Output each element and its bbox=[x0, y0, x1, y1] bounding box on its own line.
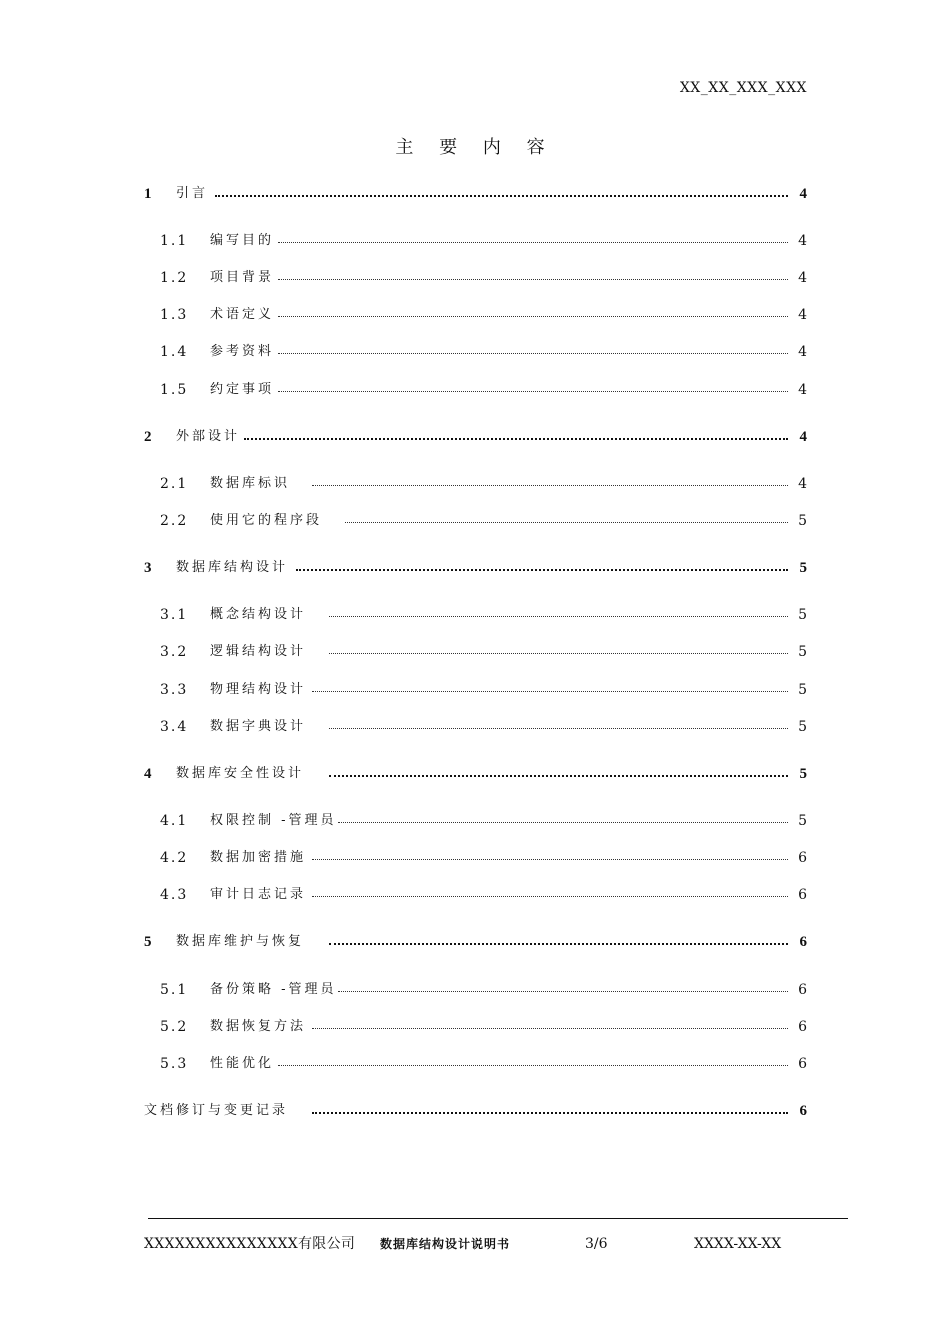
toc-entry-number: 1.3 bbox=[160, 307, 189, 323]
toc-entry-label: 数据字典设计 bbox=[210, 719, 307, 734]
toc-section-entry[interactable] bbox=[0, 341, 950, 363]
toc-entry-page-number: 5 bbox=[799, 560, 807, 576]
toc-entry-page-number: 4 bbox=[798, 270, 807, 286]
toc-entry-page-number: 4 bbox=[798, 476, 807, 492]
toc-entry-page-number: 6 bbox=[798, 887, 807, 903]
toc-entry-number: 3.2 bbox=[160, 644, 189, 660]
footer-company: XXXXXXXXXXXXXXX有限公司 bbox=[144, 1236, 356, 1252]
toc-entry-page-number: 4 bbox=[799, 429, 807, 445]
toc-dot-leader bbox=[345, 522, 788, 523]
toc-dot-leader bbox=[278, 353, 788, 354]
toc-entry-number: 3.1 bbox=[160, 607, 189, 623]
toc-entry-number: 5.2 bbox=[160, 1019, 189, 1035]
toc-entry-label: 数据恢复方法 bbox=[210, 1019, 307, 1034]
toc-entry-label: 性能优化 bbox=[210, 1056, 275, 1071]
toc-entry-label: 约定事项 bbox=[210, 382, 275, 397]
toc-section-entry[interactable] bbox=[0, 230, 950, 252]
toc-entry-page-number: 5 bbox=[798, 607, 807, 623]
toc-chapter-entry[interactable] bbox=[0, 931, 950, 953]
toc-entry-number: 5.3 bbox=[160, 1056, 189, 1072]
toc-entry-label: 文档修订与变更记录 bbox=[144, 1103, 289, 1118]
toc-entry-label: 逻辑结构设计 bbox=[210, 644, 307, 659]
toc-entry-label: 项目背景 bbox=[210, 270, 275, 285]
toc-entry-page-number: 4 bbox=[798, 307, 807, 323]
toc-dot-leader bbox=[278, 279, 788, 280]
toc-section-entry[interactable] bbox=[0, 810, 950, 832]
toc-dot-leader bbox=[329, 943, 788, 945]
toc-entry-number: 2.2 bbox=[160, 513, 189, 529]
toc-entry-number: 3.4 bbox=[160, 719, 189, 735]
toc-chapter-entry[interactable] bbox=[0, 426, 950, 448]
toc-chapter-entry[interactable] bbox=[0, 557, 950, 579]
toc-entry-label: 审计日志记录 bbox=[210, 887, 307, 902]
toc-dot-leader bbox=[312, 896, 788, 897]
toc-entry-page-number: 4 bbox=[799, 186, 807, 202]
toc-dot-leader bbox=[278, 242, 788, 243]
toc-entry-label: 外部设计 bbox=[176, 429, 241, 444]
toc-dot-leader bbox=[244, 438, 788, 440]
toc-entry-label: 概念结构设计 bbox=[210, 607, 307, 622]
footer-date: XXXX-XX-XX bbox=[694, 1236, 782, 1252]
toc-section-entry[interactable] bbox=[0, 884, 950, 906]
toc-section-entry[interactable] bbox=[0, 679, 950, 701]
toc-entry-page-number: 5 bbox=[798, 682, 807, 698]
toc-section-entry[interactable] bbox=[0, 641, 950, 663]
toc-chapter-entry[interactable] bbox=[0, 1100, 950, 1122]
toc-dot-leader bbox=[312, 691, 788, 692]
toc-entry-page-number: 5 bbox=[798, 719, 807, 735]
toc-entry-label: 编写目的 bbox=[210, 233, 275, 248]
toc-section-entry[interactable] bbox=[0, 304, 950, 326]
toc-chapter-entry[interactable] bbox=[0, 183, 950, 205]
toc-entry-page-number: 6 bbox=[798, 982, 807, 998]
toc-entry-label: 引言 bbox=[176, 186, 209, 201]
toc-entry-label: 权限控制 -管理员 bbox=[210, 813, 337, 828]
toc-entry-number: 4.2 bbox=[160, 850, 189, 866]
toc-entry-number: 4.1 bbox=[160, 813, 189, 829]
toc-dot-leader bbox=[312, 859, 788, 860]
toc-title: 主 要 内 容 bbox=[395, 137, 555, 158]
toc-entry-number: 3 bbox=[144, 560, 152, 576]
toc-dot-leader bbox=[338, 822, 788, 823]
toc-entry-label: 数据库安全性设计 bbox=[176, 766, 305, 781]
toc-dot-leader bbox=[215, 195, 788, 197]
toc-entry-page-number: 4 bbox=[798, 344, 807, 360]
toc-entry-page-number: 6 bbox=[799, 934, 807, 950]
toc-entry-label: 数据库结构设计 bbox=[176, 560, 289, 575]
toc-dot-leader bbox=[278, 316, 788, 317]
footer-page-number: 3/6 bbox=[585, 1236, 608, 1252]
document-code: XX_XX_XXX_XXX bbox=[679, 80, 807, 96]
toc-dot-leader bbox=[278, 1065, 788, 1066]
toc-dot-leader bbox=[312, 1028, 788, 1029]
toc-entry-page-number: 6 bbox=[798, 850, 807, 866]
toc-dot-leader bbox=[329, 653, 788, 654]
toc-dot-leader bbox=[278, 391, 788, 392]
toc-section-entry[interactable] bbox=[0, 1016, 950, 1038]
toc-entry-page-number: 6 bbox=[798, 1056, 807, 1072]
toc-entry-number: 5 bbox=[144, 934, 152, 950]
toc-entry-number: 1.1 bbox=[160, 233, 189, 249]
toc-entry-number: 4 bbox=[144, 766, 152, 782]
toc-section-entry[interactable] bbox=[0, 379, 950, 401]
toc-entry-page-number: 5 bbox=[798, 644, 807, 660]
toc-entry-number: 2 bbox=[144, 429, 152, 445]
toc-entry-number: 1.5 bbox=[160, 382, 189, 398]
toc-dot-leader bbox=[329, 616, 788, 617]
toc-entry-label: 物理结构设计 bbox=[210, 682, 307, 697]
toc-entry-number: 1.2 bbox=[160, 270, 189, 286]
toc-entry-label: 术语定义 bbox=[210, 307, 275, 322]
toc-entry-number: 3.3 bbox=[160, 682, 189, 698]
toc-entry-number: 5.1 bbox=[160, 982, 189, 998]
toc-entry-number: 1.4 bbox=[160, 344, 189, 360]
toc-section-entry[interactable] bbox=[0, 847, 950, 869]
page-footer bbox=[0, 1234, 950, 1256]
toc-dot-leader bbox=[296, 569, 788, 571]
toc-dot-leader bbox=[312, 485, 788, 486]
toc-entry-page-number: 5 bbox=[799, 766, 807, 782]
toc-entry-label: 数据库标识 bbox=[210, 476, 291, 491]
toc-section-entry[interactable] bbox=[0, 510, 950, 532]
toc-entry-label: 使用它的程序段 bbox=[210, 513, 323, 528]
toc-section-entry[interactable] bbox=[0, 267, 950, 289]
toc-entry-label: 参考资料 bbox=[210, 344, 275, 359]
toc-section-entry[interactable] bbox=[0, 473, 950, 495]
toc-entry-page-number: 6 bbox=[799, 1103, 807, 1119]
footer-rule bbox=[148, 1218, 848, 1219]
toc-section-entry[interactable] bbox=[0, 979, 950, 1001]
toc-entry-number: 4.3 bbox=[160, 887, 189, 903]
toc-entry-page-number: 6 bbox=[798, 1019, 807, 1035]
toc-entry-number: 2.1 bbox=[160, 476, 189, 492]
toc-entry-page-number: 4 bbox=[798, 233, 807, 249]
toc-entry-label: 数据加密措施 bbox=[210, 850, 307, 865]
toc-entry-label: 数据库维护与恢复 bbox=[176, 934, 305, 949]
toc-section-entry[interactable] bbox=[0, 604, 950, 626]
toc-dot-leader bbox=[329, 728, 788, 729]
toc-entry-number: 1 bbox=[144, 186, 152, 202]
toc-entry-label: 备份策略 -管理员 bbox=[210, 982, 337, 997]
toc-entry-page-number: 5 bbox=[798, 813, 807, 829]
toc-chapter-entry[interactable] bbox=[0, 763, 950, 785]
toc-entry-page-number: 5 bbox=[798, 513, 807, 529]
toc-section-entry[interactable] bbox=[0, 716, 950, 738]
toc-section-entry[interactable] bbox=[0, 1053, 950, 1075]
toc-dot-leader bbox=[312, 1112, 788, 1114]
footer-document-name: 数据库结构设计说明书 bbox=[380, 1237, 511, 1251]
toc-dot-leader bbox=[329, 775, 788, 777]
toc-dot-leader bbox=[338, 991, 788, 992]
toc-entry-page-number: 4 bbox=[798, 382, 807, 398]
